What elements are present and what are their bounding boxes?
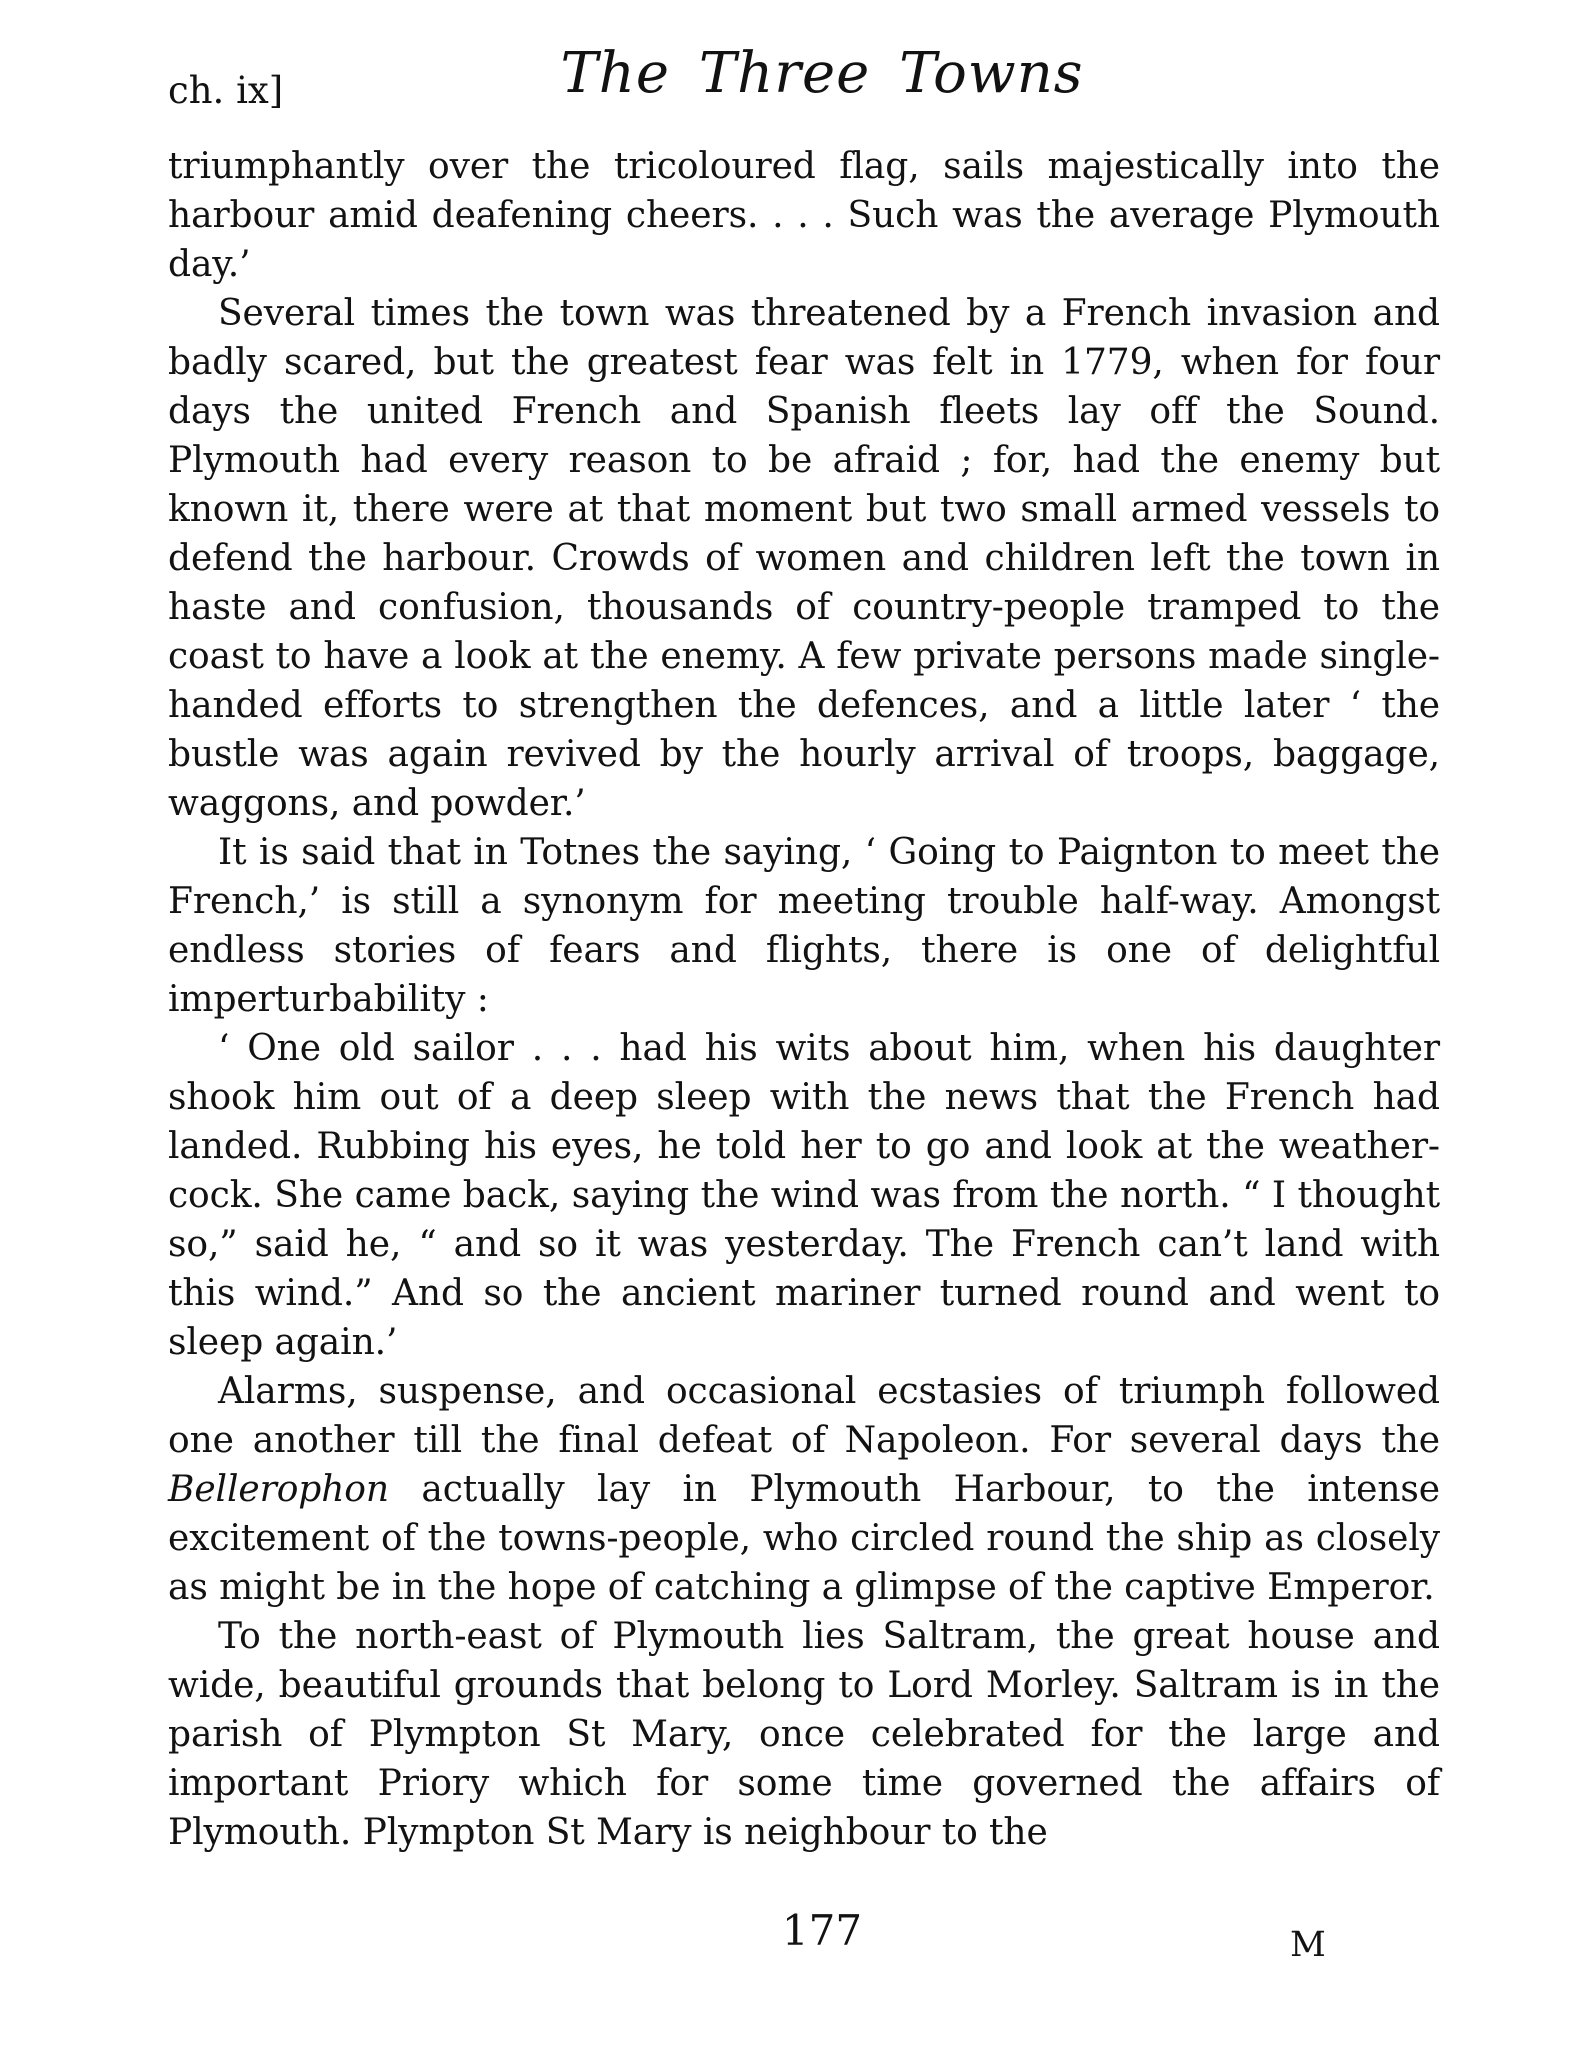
paragraph-text: It is said that in Totnes the saying, ‘ Going to Paignton to meet the French,’ is still a synonym for meeting trouble half-way. Amongst endless stories of fears and flights, there is one of delightful imperturbability : — [168, 832, 1440, 1020]
paragraph-text: To the north-east of Plymouth lies Saltram, the great house and wide, beautiful grounds that belong to Lord Morley. Saltram is in the parish of Plympton St Mary, once celebrated for the large and important Priory which for some time governed the affairs of Plymouth. Plympton St Mary is neighbour to the — [168, 1616, 1440, 1853]
page-number: 177 — [781, 1906, 863, 1955]
paragraph-text: Alarms, suspense, and occasional ecstasies of triumph followed one another till the final defeat of Napoleon. For several days the — [168, 1371, 1440, 1461]
body-paragraph — [168, 1367, 1440, 1612]
body-paragraph — [168, 1612, 1440, 1857]
body-paragraph — [168, 289, 1440, 828]
body-paragraph — [168, 828, 1440, 1024]
signature-mark: M — [1290, 1925, 1326, 1965]
body-paragraph — [168, 142, 1440, 289]
paragraph-text: actually lay in Plymouth Harbour, to the intense excitement of the towns-people, who circled round the ship as closely as might be in the hope of catching a glimpse of the captive Emperor. — [168, 1469, 1440, 1608]
page-body — [168, 142, 1440, 1857]
paragraph-text: Several times the town was threatened by a French invasion and badly scared, but the greatest fear was felt in 1779, when for four days the united French and Spanish fleets lay off the Sound. Plymouth had every reason to be afraid ; for, had the enemy but known it, there were at that moment but two small armed vessels to defend the harbour. Crowds of women and children left the town in haste and confusion, thousands of country-people tramped to the coast to have a look at the enemy. A few private persons made single-handed efforts to strengthen the defences, and a little later ‘ the bustle was again revived by the hourly arrival of troops, baggage, waggons, and powder.’ — [168, 293, 1440, 824]
paragraph-text: ‘ One old sailor . . . had his wits about him, when his daughter shook him out of a deep sleep with the news that the French had landed. Rubbing his eyes, he told her to go and look at the weather-cock. She came back, saying the wind was from the north. “ I thought so,” said he, “ and so it was yesterday. The French can’t land with this wind.” And so the ancient mariner turned round and went to sleep again.’ — [168, 1028, 1440, 1363]
chapter-marker: ch. ix] — [168, 69, 284, 112]
paragraph-text: triumphantly over the tricoloured flag, sails majestically into the harbour amid deafening cheers. . . . Such was the average Plymouth day.’ — [168, 146, 1440, 285]
ship-name-italic: Bellerophon — [168, 1469, 389, 1510]
running-title: The Three Towns — [560, 41, 1084, 106]
body-paragraph — [168, 1024, 1440, 1367]
